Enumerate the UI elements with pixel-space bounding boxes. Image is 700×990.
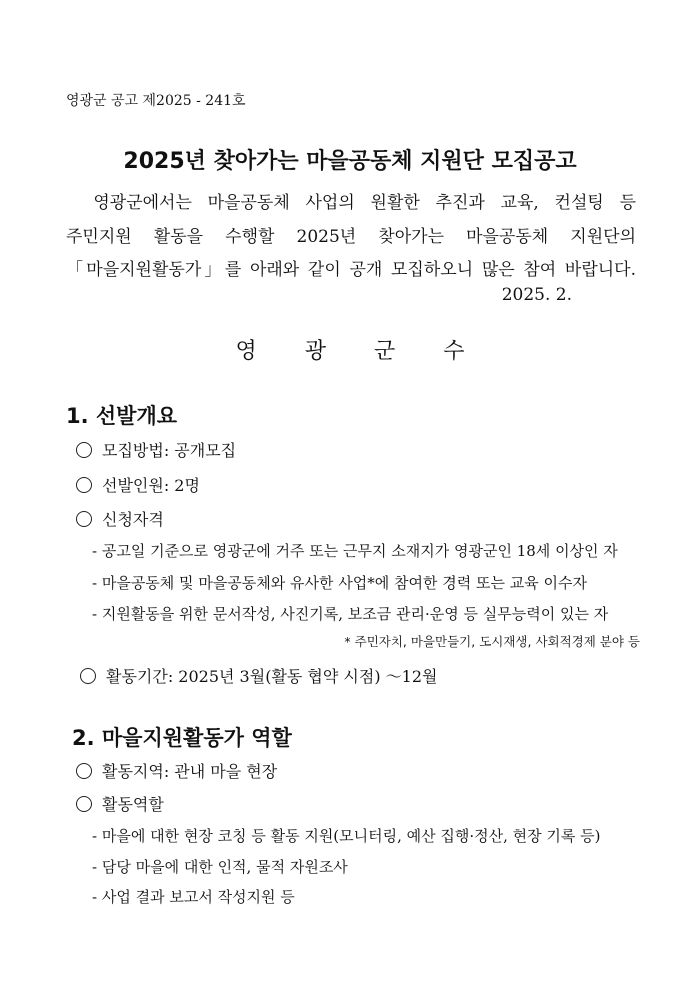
footnote: * 주민자치, 마을만들기, 도시재생, 사회적경제 분야 등 (344, 634, 640, 649)
circle-bullet-icon (76, 477, 92, 493)
item-text: 활동지역: 관내 마을 현장 (102, 762, 278, 781)
circle-bullet-icon (76, 763, 92, 779)
list-item (80, 664, 438, 687)
qualification-item: - 지원활동을 위한 문서작성, 사진기록, 보조금 관리·운영 등 실무능력이 있는 자 (92, 605, 609, 623)
list-item (76, 438, 236, 461)
circle-bullet-icon (76, 442, 92, 458)
list-item (76, 759, 277, 782)
qualification-item: - 공고일 기준으로 영광군에 거주 또는 근무지 소재지가 영광군인 18세 이상인 자 (92, 542, 618, 560)
circle-bullet-icon (76, 796, 92, 812)
document-number: 영광군 공고 제2025 - 241호 (66, 93, 246, 109)
item-text: 활동역할 (102, 795, 164, 814)
item-text: 선발인원: 2명 (102, 476, 200, 495)
intro-line: 주민지원 활동을 수행할 2025년 찾아가는 마을공동체 지원단의 (66, 227, 636, 247)
role-item: - 마을에 대한 현장 코칭 등 활동 지원(모니터링, 예산 집행·정산, 현장 기록 등) (92, 827, 601, 845)
intro-line: 영광군에서는 마을공동체 사업의 원활한 추진과 교육, 컨설팅 등 (66, 193, 636, 213)
circle-bullet-icon (80, 668, 96, 684)
circle-bullet-icon (76, 511, 92, 527)
list-item (76, 473, 200, 496)
item-text: 모집방법: 공개모집 (102, 441, 237, 460)
item-text: 신청자격 (102, 510, 164, 529)
section-heading: 2. 마을지원활동가 역할 (72, 726, 292, 750)
item-text: 활동기간: 2025년 3월(활동 협약 시점) ～12월 (106, 667, 438, 686)
list-item (76, 507, 164, 530)
section-heading: 1. 선발개요 (66, 404, 178, 428)
qualification-item: - 마을공동체 및 마을공동체와 유사한 사업*에 참여한 경력 또는 교육 이수자 (92, 574, 587, 592)
page-title: 2025년 찾아가는 마을공동체 지원단 모집공고 (123, 149, 577, 174)
intro-line: 「마을지원활동가」를 아래와 같이 공개 모집하오니 많은 참여 바랍니다. (66, 260, 636, 280)
role-item: - 담당 마을에 대한 인적, 물적 자원조사 (92, 858, 348, 876)
list-item (76, 792, 164, 815)
announcement-date: 2025. 2. (501, 285, 572, 305)
role-item: - 사업 결과 보고서 작성지원 등 (92, 888, 295, 906)
signature: 영광군수 (235, 339, 513, 364)
